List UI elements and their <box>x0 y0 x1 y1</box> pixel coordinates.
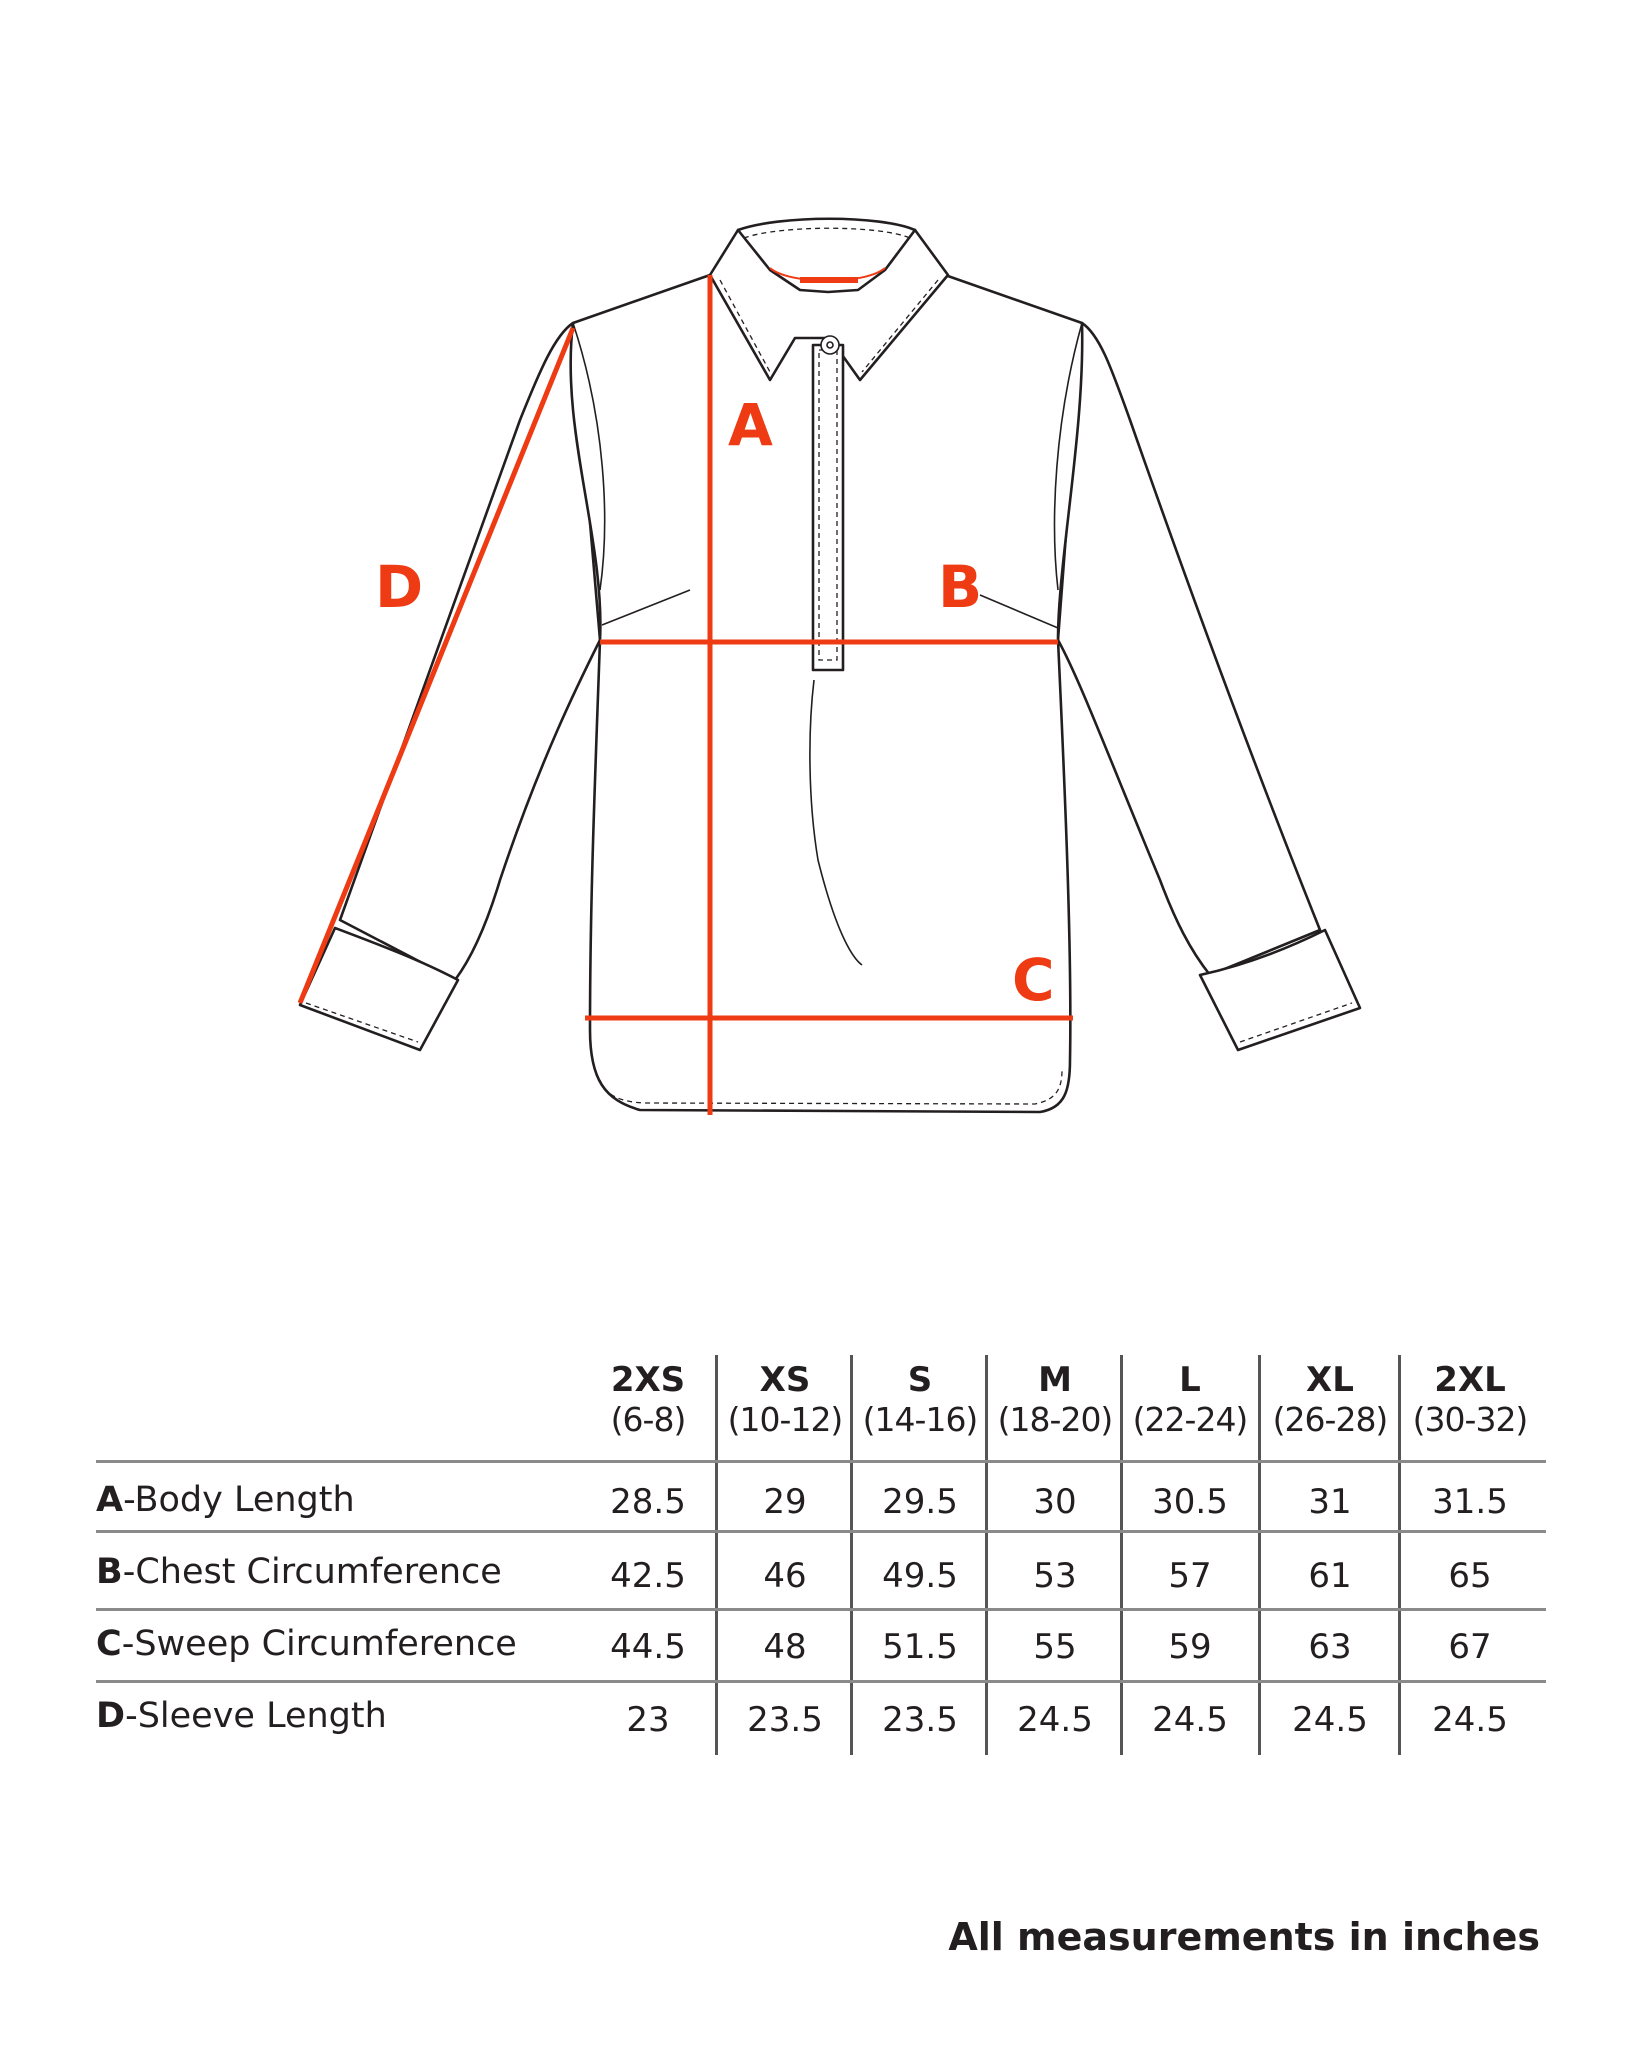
cell-d-xs: 23.5 <box>747 1700 823 1740</box>
right-sleeve <box>1058 323 1320 975</box>
col-header-2xs: 2XS (6-8) <box>610 1360 686 1439</box>
size-chart-table <box>0 1340 1638 1780</box>
cell-b-l: 57 <box>1168 1556 1212 1596</box>
col-header-xl: XL (26-28) <box>1272 1360 1388 1439</box>
cell-c-s: 51.5 <box>882 1627 958 1667</box>
cell-c-2xs: 44.5 <box>610 1627 686 1667</box>
cell-b-2xs: 42.5 <box>610 1556 686 1596</box>
label-c: C <box>1012 946 1055 1014</box>
cell-a-2xl: 31.5 <box>1432 1482 1508 1522</box>
col-header-m: M (18-20) <box>997 1360 1113 1439</box>
cell-c-m: 55 <box>1033 1627 1077 1667</box>
row-label-body-length: A-Body Length <box>96 1480 355 1520</box>
placket <box>813 345 843 670</box>
cell-b-m: 53 <box>1033 1556 1077 1596</box>
cell-a-s: 29.5 <box>882 1482 958 1522</box>
cell-b-2xl: 65 <box>1448 1556 1492 1596</box>
cell-d-2xs: 23 <box>626 1700 670 1740</box>
col-header-l: L (22-24) <box>1132 1360 1248 1439</box>
row-label-sleeve-length: D-Sleeve Length <box>96 1696 387 1736</box>
cell-a-xl: 31 <box>1308 1482 1352 1522</box>
label-a: A <box>728 391 773 459</box>
cell-b-s: 49.5 <box>882 1556 958 1596</box>
col-header-2xl: 2XL (30-32) <box>1412 1360 1528 1439</box>
cell-a-2xs: 28.5 <box>610 1482 686 1522</box>
cell-a-l: 30.5 <box>1152 1482 1228 1522</box>
label-b: B <box>938 553 983 621</box>
cell-c-l: 59 <box>1168 1627 1212 1667</box>
cell-c-xl: 63 <box>1308 1627 1352 1667</box>
measurement-units-note: All measurements in inches <box>948 1915 1540 1959</box>
row-label-chest-circumference: B-Chest Circumference <box>96 1552 502 1592</box>
cell-d-m: 24.5 <box>1017 1700 1093 1740</box>
col-header-s: S (14-16) <box>862 1360 978 1439</box>
cell-b-xs: 46 <box>763 1556 807 1596</box>
left-sleeve <box>340 323 600 980</box>
cell-d-xl: 24.5 <box>1292 1700 1368 1740</box>
cell-a-m: 30 <box>1033 1482 1077 1522</box>
cell-c-2xl: 67 <box>1448 1627 1492 1667</box>
row-label-sweep-circumference: C-Sweep Circumference <box>96 1624 517 1664</box>
cell-d-l: 24.5 <box>1152 1700 1228 1740</box>
label-d: D <box>375 553 424 621</box>
col-header-xs: XS (10-12) <box>727 1360 843 1439</box>
cell-d-2xl: 24.5 <box>1432 1700 1508 1740</box>
collar-button <box>821 336 839 354</box>
cell-c-xs: 48 <box>763 1627 807 1667</box>
cell-a-xs: 29 <box>763 1482 807 1522</box>
cell-d-s: 23.5 <box>882 1700 958 1740</box>
cell-b-xl: 61 <box>1308 1556 1352 1596</box>
